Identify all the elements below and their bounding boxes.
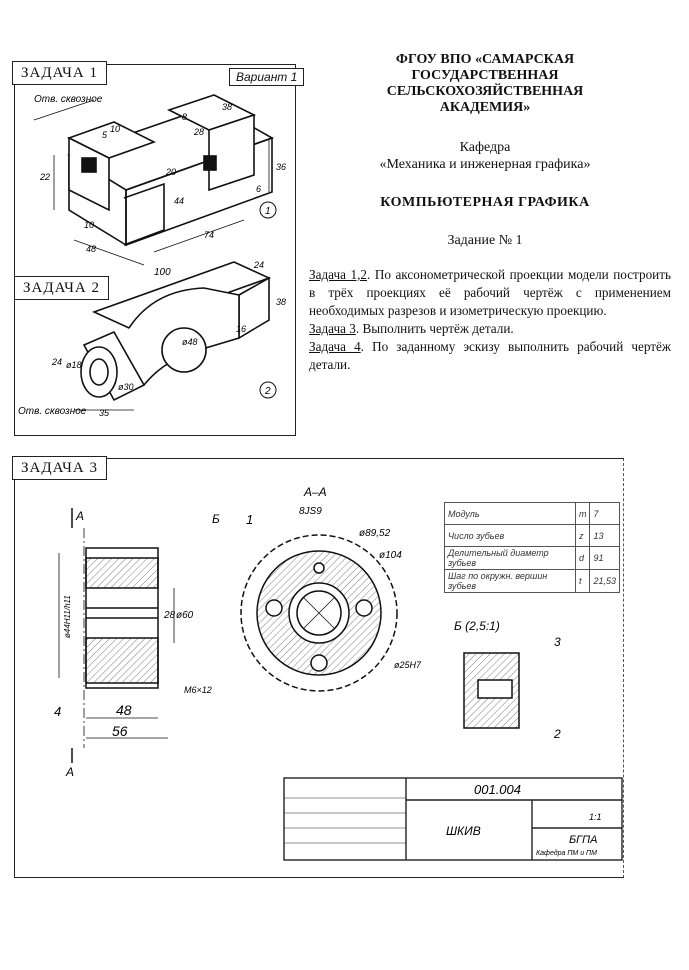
- param-symbol: m: [575, 503, 590, 525]
- table-row: [445, 525, 620, 547]
- dim-d60: ø60: [176, 610, 194, 621]
- param-value: 7: [590, 503, 620, 525]
- dim-28: 28: [164, 610, 176, 621]
- param-name: Шаг по окружн. вершин зубьев: [445, 570, 576, 593]
- task1-dim-44: 44: [174, 196, 185, 206]
- param-symbol: d: [575, 547, 590, 570]
- detail-callout-3: 3: [554, 635, 561, 649]
- dim-thread: М6×12: [184, 685, 212, 695]
- title-block-org: БГПА: [569, 834, 598, 846]
- task2-number: 2: [265, 386, 271, 397]
- mark-a-bottom: А: [66, 765, 75, 779]
- table-row: [445, 547, 620, 570]
- task2-dim-100: 100: [154, 267, 171, 278]
- dept-line-1: Кафедра: [459, 140, 511, 155]
- task1-dim-10b: 10: [84, 220, 95, 230]
- mark-a-top: А: [76, 509, 85, 523]
- param-value: 13: [590, 525, 620, 547]
- instruction-task12-label: Задача 1,2: [309, 267, 367, 282]
- instruction-task3-label: Задача 3: [309, 321, 356, 336]
- org-line-1: ФГОУ ВПО «САМАРСКАЯ: [395, 52, 575, 67]
- table-row: [445, 570, 620, 593]
- instruction-task4: [309, 338, 671, 374]
- task1-dim-36: 36: [276, 162, 287, 172]
- title-block-code: 001.004: [474, 782, 521, 797]
- task2-note: Отв. сквозное: [18, 406, 87, 417]
- mark-b: Б: [212, 512, 220, 526]
- instruction-task12-text: . По аксонометрической проекции модели построить в трёх проекциях её рабочий чертёж с применением необходимых разрезов и изометрическую проекцию.: [309, 267, 672, 318]
- task1-dim-5: 5: [102, 130, 108, 140]
- task1-dim-38: 38: [222, 102, 233, 112]
- task1-note: Отв. сквозное: [34, 94, 103, 105]
- task2-dim-24: 24: [254, 260, 265, 270]
- dim-d104: ø104: [379, 550, 402, 561]
- param-name: Модуль: [445, 503, 576, 525]
- section-aa-label: А–А: [304, 485, 327, 499]
- dim-key-js9: 8JS9: [299, 506, 322, 517]
- org-line-4: АКАДЕМИЯ»: [439, 100, 531, 115]
- param-symbol: z: [575, 525, 590, 547]
- task2-dim-35: 35: [99, 408, 110, 418]
- variant-label: Вариант 1: [229, 68, 304, 86]
- dim-hub-diameter: ø44H11/h11: [63, 595, 72, 638]
- instruction-task4-text: . По заданному эскизу выполнить рабочий чертёж детали.: [309, 339, 671, 372]
- task1-dim-48: 48: [86, 244, 97, 254]
- param-value: 21,53: [590, 570, 620, 593]
- param-value: 91: [590, 547, 620, 570]
- task2-dim-d18: ø18: [66, 360, 82, 370]
- task1-dim-10: 10: [110, 124, 121, 134]
- callout-1: 1: [246, 512, 254, 527]
- title-block-name: ШКИВ: [446, 824, 481, 838]
- task1-dim-8: 8: [182, 112, 188, 122]
- org-line-3: СЕЛЬСКОХОЗЯЙСТВЕННАЯ: [386, 84, 584, 99]
- gear-params-table: [444, 502, 620, 593]
- dim-48: 48: [116, 702, 132, 718]
- task2-drawing: [14, 250, 296, 430]
- detail-callout-2: 2: [554, 727, 561, 741]
- task1-dim-28: 28: [194, 127, 205, 137]
- task2-dim-38: 38: [276, 297, 287, 307]
- dim-d25: ø25H7: [394, 660, 422, 670]
- task1-dim-6: 6: [256, 184, 262, 194]
- dim-d89: ø89,52: [359, 528, 391, 539]
- task-instructions: [309, 266, 671, 374]
- detail-b-label: Б (2,5:1): [454, 619, 500, 633]
- task2-dim-16: 16: [236, 324, 247, 334]
- task2-dim-d30: ø30: [118, 382, 134, 392]
- instruction-task12: [309, 266, 671, 320]
- param-symbol: t: [575, 570, 590, 593]
- task1-dim-22: 22: [40, 172, 51, 182]
- table-row: [445, 503, 620, 525]
- instruction-task3: [309, 320, 671, 338]
- task1-number: 1: [265, 206, 271, 217]
- task1-drawing: [14, 80, 296, 275]
- dept-line-2: «Механика и инженерная графика»: [379, 157, 591, 172]
- square-hole-left: [82, 158, 96, 172]
- task3-label: ЗАДАЧА 3: [12, 456, 107, 480]
- callout-4: 4: [54, 704, 62, 719]
- task1-dim-20: 20: [166, 167, 177, 177]
- instruction-task4-label: Задача 4: [309, 339, 361, 354]
- task2-dim-24b: 24: [52, 357, 63, 367]
- task2-dim-d48: ø48: [182, 337, 198, 347]
- square-hole-right: [204, 156, 216, 170]
- dim-56: 56: [112, 723, 128, 739]
- task2-label: ЗАДАЧА 2: [14, 276, 109, 300]
- title-block-scale: 1:1: [589, 812, 602, 822]
- subject-title: КОМПЬЮТЕРНАЯ ГРАФИКА: [380, 195, 590, 210]
- param-name: Делительный диаметр зубьев: [445, 547, 576, 570]
- instruction-task3-text: . Выполнить чертёж детали.: [355, 321, 514, 336]
- assignment-number: Задание № 1: [447, 233, 523, 248]
- param-name: Число зубьев: [445, 525, 576, 547]
- task1-label: ЗАДАЧА 1: [12, 61, 107, 85]
- org-line-2: ГОСУДАРСТВЕННАЯ: [411, 68, 559, 83]
- task1-dim-74: 74: [204, 230, 215, 240]
- title-block-dept: Кафедра ПМ и ПМ: [536, 850, 597, 857]
